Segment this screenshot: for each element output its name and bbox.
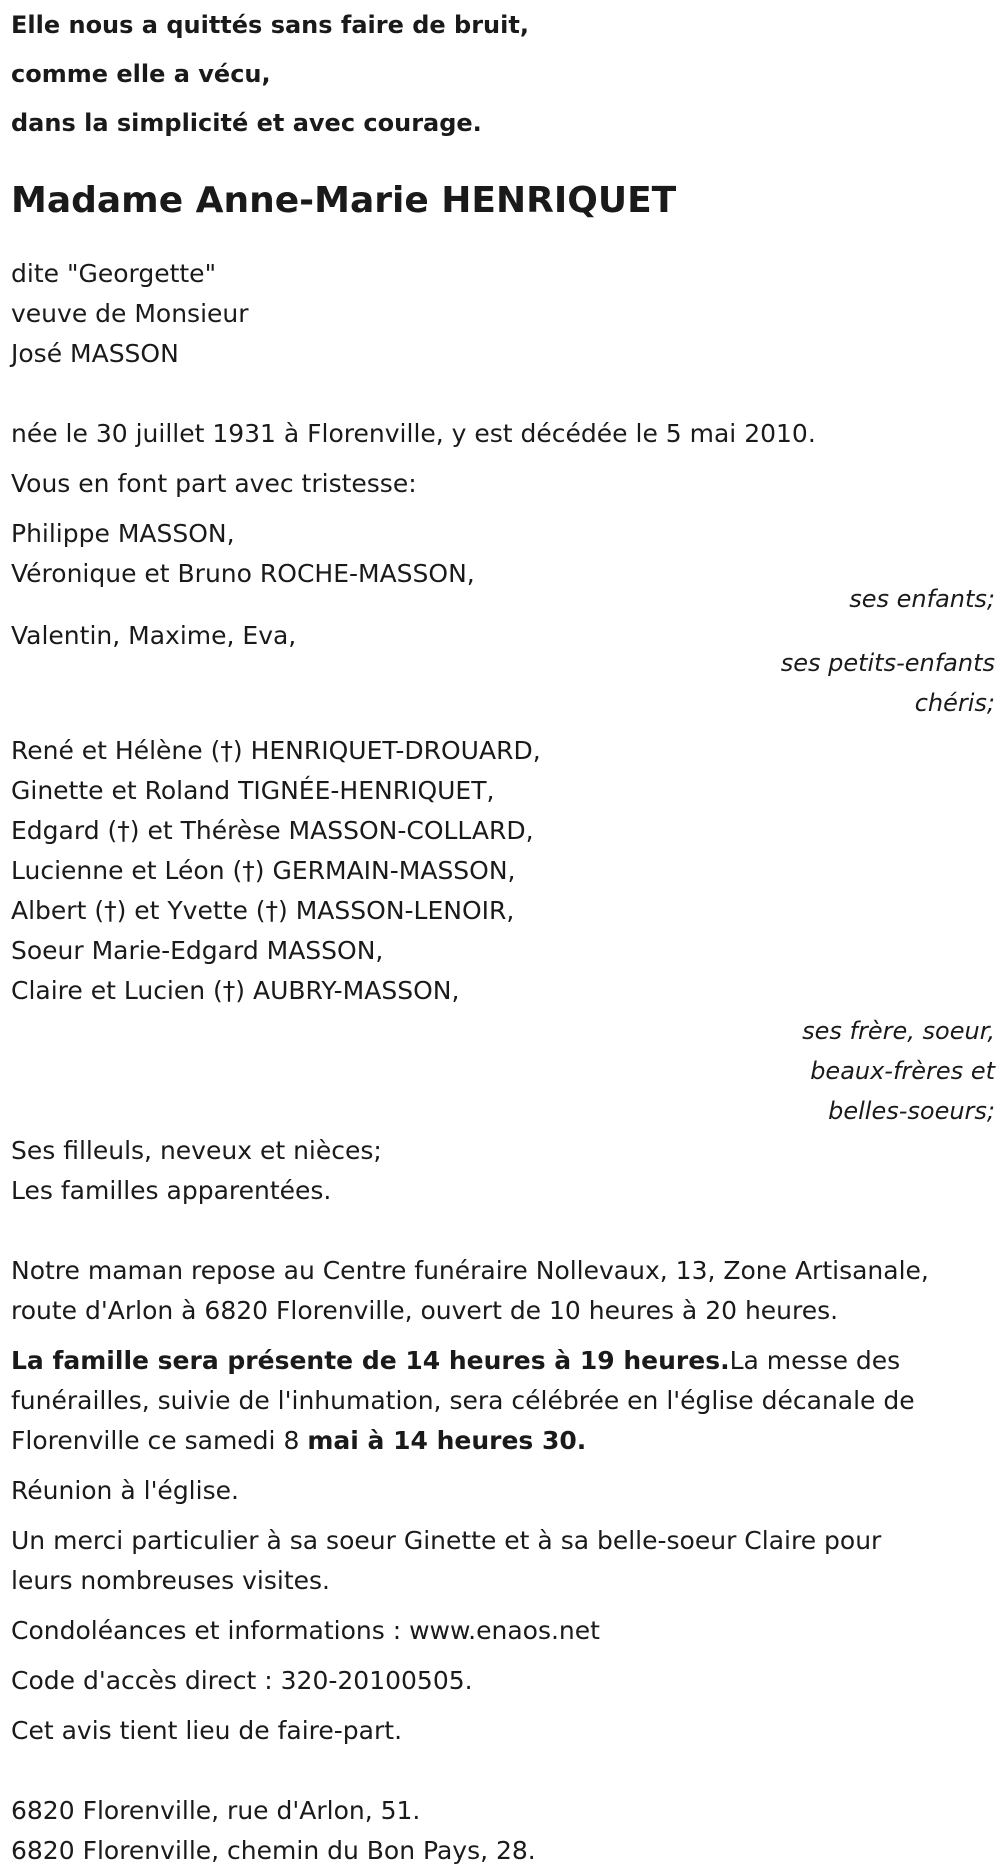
family-presence: La famille sera présente de 14 heures à 19 heures.	[11, 1346, 730, 1375]
deceased-details	[11, 254, 996, 374]
obituary-notice	[11, 0, 996, 1871]
family-member: Philippe MASSON,	[11, 519, 235, 548]
thanks-line: Un merci particulier à sa soeur Ginette et à sa belle-soeur Claire pour	[11, 1526, 882, 1555]
relation-line: ses petits-enfants	[780, 649, 995, 677]
mass-time: mai à 14 heures 30.	[307, 1426, 587, 1455]
family-member: René et Hélène (†) HENRIQUET-DROUARD,	[11, 736, 541, 765]
family-member: Lucienne et Léon (†) GERMAIN-MASSON,	[11, 856, 516, 885]
deceased-name: Madame Anne-Marie HENRIQUET	[11, 180, 677, 221]
family-member: Ginette et Roland TIGNÉE-HENRIQUET,	[11, 776, 495, 805]
access-code-line: Code d'accès direct : 320-20100505.	[11, 1666, 473, 1695]
relation-siblings	[11, 1011, 996, 1131]
funeral-details	[11, 1341, 996, 1461]
relation-children: ses enfants;	[849, 585, 995, 613]
rest-line: route d'Arlon à 6820 Florenville, ouvert de 10 heures à 20 heures.	[11, 1296, 839, 1325]
siblings-block	[11, 731, 996, 1011]
opening-verse	[11, 1, 996, 148]
thanks-block	[11, 1521, 996, 1601]
family-member: Soeur Marie-Edgard MASSON,	[11, 936, 384, 965]
thanks-line: leurs nombreuses visites.	[11, 1566, 330, 1595]
address-line: 6820 Florenville, rue d'Arlon, 51.	[11, 1796, 421, 1825]
relation-line: chéris;	[914, 689, 995, 717]
reunion-line: Réunion à l'église.	[11, 1476, 239, 1505]
verse-line: comme elle a vécu,	[11, 60, 271, 88]
relation-line: ses frère, soeur,	[802, 1017, 995, 1045]
grandchildren-names: Valentin, Maxime, Eva,	[11, 621, 297, 650]
relation-line: beaux-frères et	[810, 1057, 995, 1085]
addresses-block	[11, 1791, 996, 1871]
verse-line: dans la simplicité et avec courage.	[11, 109, 482, 137]
announce-line: Vous en font part avec tristesse:	[11, 469, 417, 498]
widow-line: veuve de Monsieur	[11, 299, 249, 328]
family-member: Claire et Lucien (†) AUBRY-MASSON,	[11, 976, 460, 1005]
relatives-line: Les familles apparentées.	[11, 1176, 332, 1205]
condolences-line: Condoléances et informations : www.enaos.net	[11, 1616, 600, 1645]
address-line: 6820 Florenville, chemin du Bon Pays, 28.	[11, 1836, 536, 1865]
family-member: Albert (†) et Yvette (†) MASSON-LENOIR,	[11, 896, 515, 925]
rest-line: Notre maman repose au Centre funéraire Nollevaux, 13, Zone Artisanale,	[11, 1256, 929, 1285]
widow-line: José MASSON	[11, 339, 179, 368]
notice-line: Cet avis tient lieu de faire-part.	[11, 1716, 403, 1745]
nickname: dite "Georgette"	[11, 259, 217, 288]
other-relatives	[11, 1131, 996, 1211]
verse-line: Elle nous a quittés sans faire de bruit,	[11, 11, 529, 39]
birth-death-line: née le 30 juillet 1931 à Florenville, y est décédée le 5 mai 2010.	[11, 419, 816, 448]
mass-text: La messe des	[729, 1346, 901, 1375]
family-member: Edgard (†) et Thérèse MASSON-COLLARD,	[11, 816, 534, 845]
relation-line: belles-soeurs;	[828, 1097, 995, 1125]
mass-text: funérailles, suivie de l'inhumation, sera célébrée en l'église décanale de	[11, 1386, 915, 1415]
relatives-line: Ses filleuls, neveux et nièces;	[11, 1136, 382, 1165]
mass-text: Florenville ce samedi 8	[11, 1426, 308, 1455]
rest-place	[11, 1251, 996, 1331]
family-member: Véronique et Bruno ROCHE-MASSON,	[11, 559, 475, 588]
